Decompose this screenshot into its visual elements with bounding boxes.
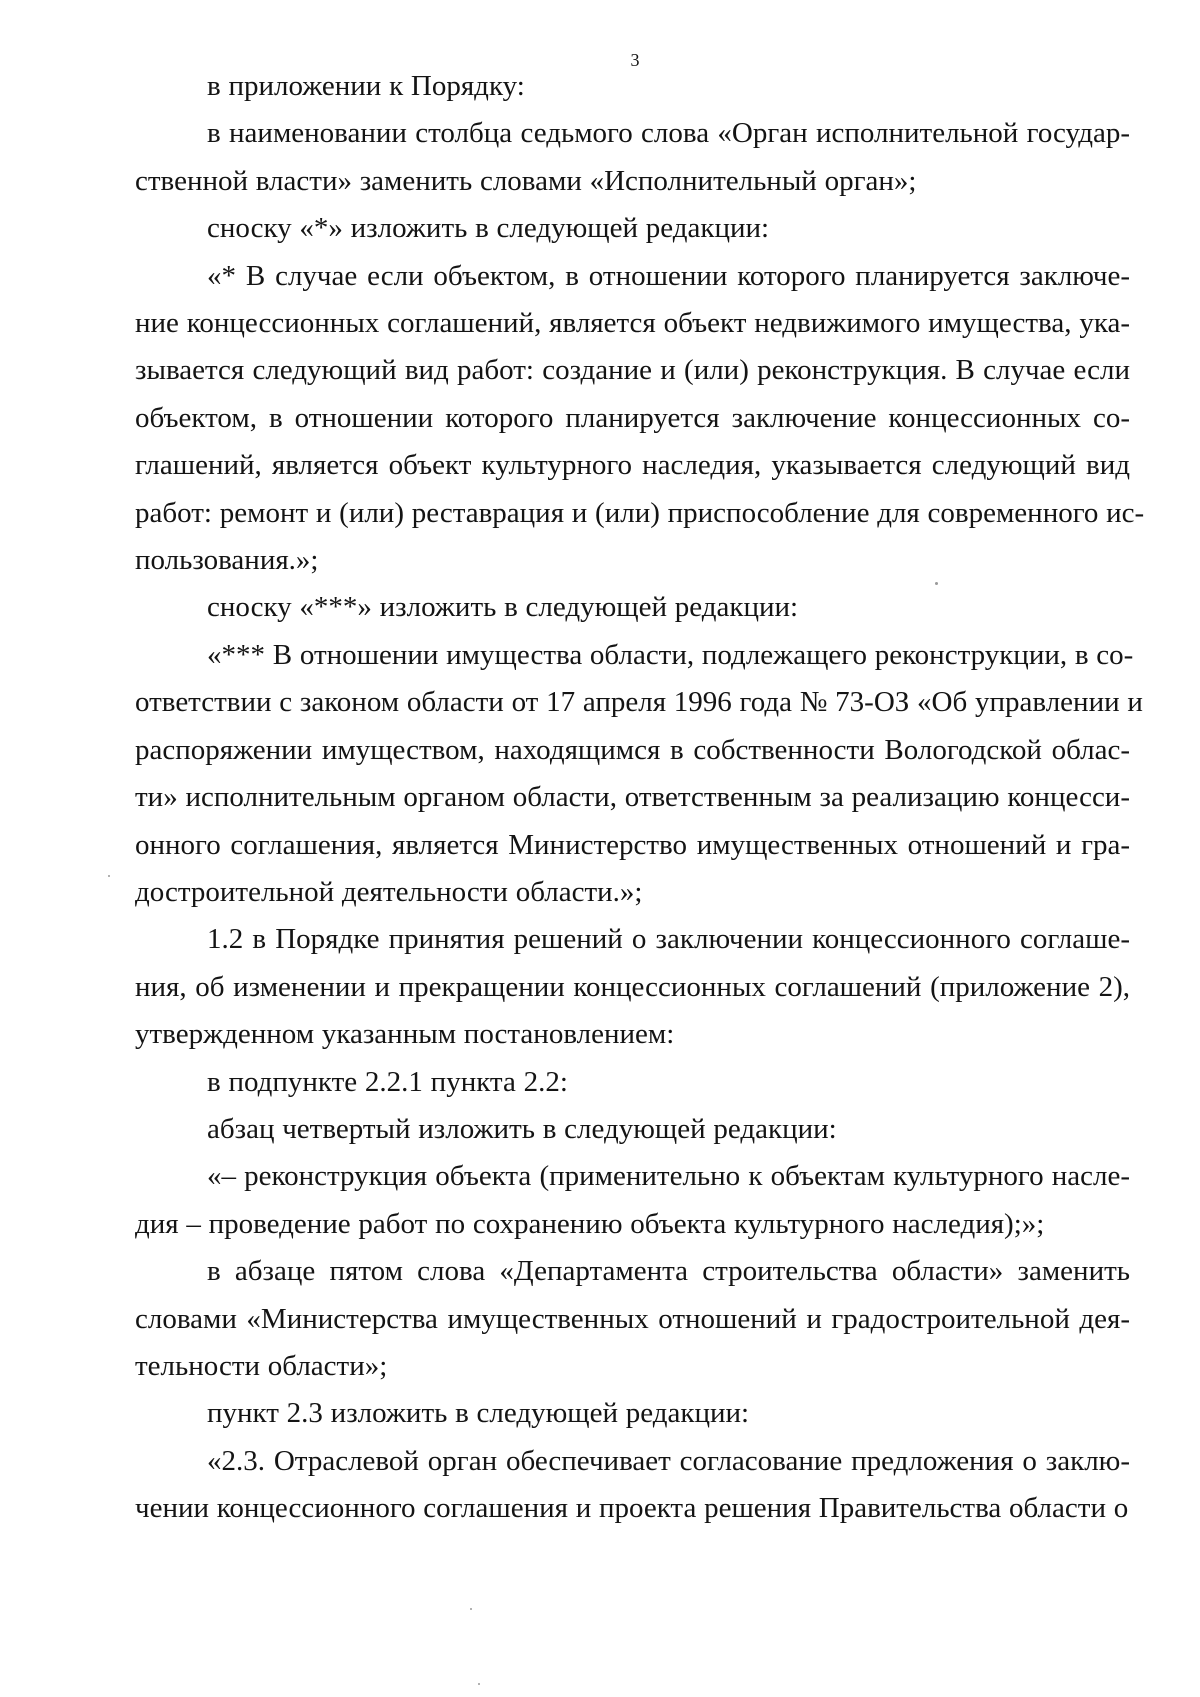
- text-line: ние концессионных соглашений, является объект недвижимого имущества, ука-: [135, 307, 1130, 340]
- scan-speck: [470, 1608, 472, 1610]
- text-line: в приложении к Порядку:: [207, 70, 525, 102]
- scan-speck: [108, 875, 110, 877]
- paragraph: [135, 110, 1130, 205]
- text-line: ти» исполнительным органом области, ответственным за реализацию концесси-: [135, 781, 1130, 814]
- text-line: абзац четвертый изложить в следующей редакции:: [207, 1112, 837, 1145]
- paragraph: [135, 1153, 1130, 1248]
- text-line: сноску «***» изложить в следующей редакции:: [207, 591, 799, 624]
- text-line: онного соглашения, является Министерство имущественных отношений и гра-: [135, 828, 1130, 861]
- paragraph: [135, 63, 1130, 110]
- page-number: 3: [630, 50, 640, 70]
- text-line: в подпункте 2.2.1 пункта 2.2:: [207, 1065, 568, 1098]
- document-body: [135, 63, 1145, 1533]
- text-line: «*** В отношении имущества области, подлежащего реконструкции, в со-: [207, 638, 1134, 671]
- text-line: работ: ремонт и (или) реставрация и (или) приспособление для современного ис-: [135, 496, 1145, 529]
- text-line: словами «Министерства имущественных отношений и градостроительной дея-: [135, 1302, 1130, 1335]
- text-line: пользования.»;: [135, 544, 319, 577]
- text-line: в абзаце пятом слова «Департамента строительства области» заменить: [207, 1255, 1130, 1288]
- paragraph: [135, 1059, 1130, 1106]
- text-line: ния, об изменении и прекращении концессионных соглашений (приложение 2),: [135, 970, 1130, 1003]
- text-line: «* В случае если объектом, в отношении которого планируется заключе-: [207, 259, 1130, 292]
- text-line: чении концессионного соглашения и проекта решения Правительства области о: [135, 1492, 1129, 1525]
- text-line: «– реконструкция объекта (применительно к объектам культурного насле-: [207, 1160, 1130, 1193]
- text-line: распоряжении имуществом, находящимся в собственности Вологодской облас-: [135, 733, 1130, 766]
- text-line: пункт 2.3 изложить в следующей редакции:: [207, 1397, 750, 1430]
- text-line: 1.2 в Порядке принятия решений о заключении концессионного соглаше-: [207, 923, 1130, 956]
- text-line: «2.3. Отраслевой орган обеспечивает согласование предложения о заклю-: [207, 1444, 1130, 1477]
- paragraph: [135, 632, 1143, 916]
- paragraph: [135, 1390, 1130, 1437]
- text-line: ственной власти» заменить словами «Исполнительный орган»;: [135, 164, 917, 197]
- text-line: сноску «*» изложить в следующей редакции:: [207, 212, 770, 245]
- text-line: утвержденном указанным постановлением:: [135, 1018, 675, 1051]
- text-line: достроительной деятельности области.»;: [135, 875, 643, 908]
- paragraph: [135, 1106, 1130, 1153]
- text-line: в наименовании столбца седьмого слова «Орган исполнительной государ-: [207, 117, 1130, 150]
- paragraph: [135, 584, 1130, 631]
- scan-speck: [478, 1683, 480, 1685]
- paragraph: [135, 1248, 1130, 1390]
- paragraph: [135, 1438, 1130, 1533]
- paragraph: [135, 916, 1130, 1058]
- text-line: дия – проведение работ по сохранению объекта культурного наследия);»;: [135, 1207, 1045, 1240]
- text-line: глашений, является объект культурного наследия, указывается следующий вид: [135, 449, 1130, 482]
- text-line: тельности области»;: [135, 1349, 388, 1382]
- scan-speck: [935, 582, 938, 585]
- paragraph: [135, 205, 1130, 252]
- text-line: ответствии с законом области от 17 апреля 1996 года № 73-ОЗ «Об управлении и: [135, 686, 1143, 719]
- text-line: зывается следующий вид работ: создание и (или) реконструкция. В случае если: [135, 354, 1130, 387]
- paragraph: [135, 253, 1145, 585]
- text-line: объектом, в отношении которого планируется заключение концессионных со-: [135, 401, 1130, 434]
